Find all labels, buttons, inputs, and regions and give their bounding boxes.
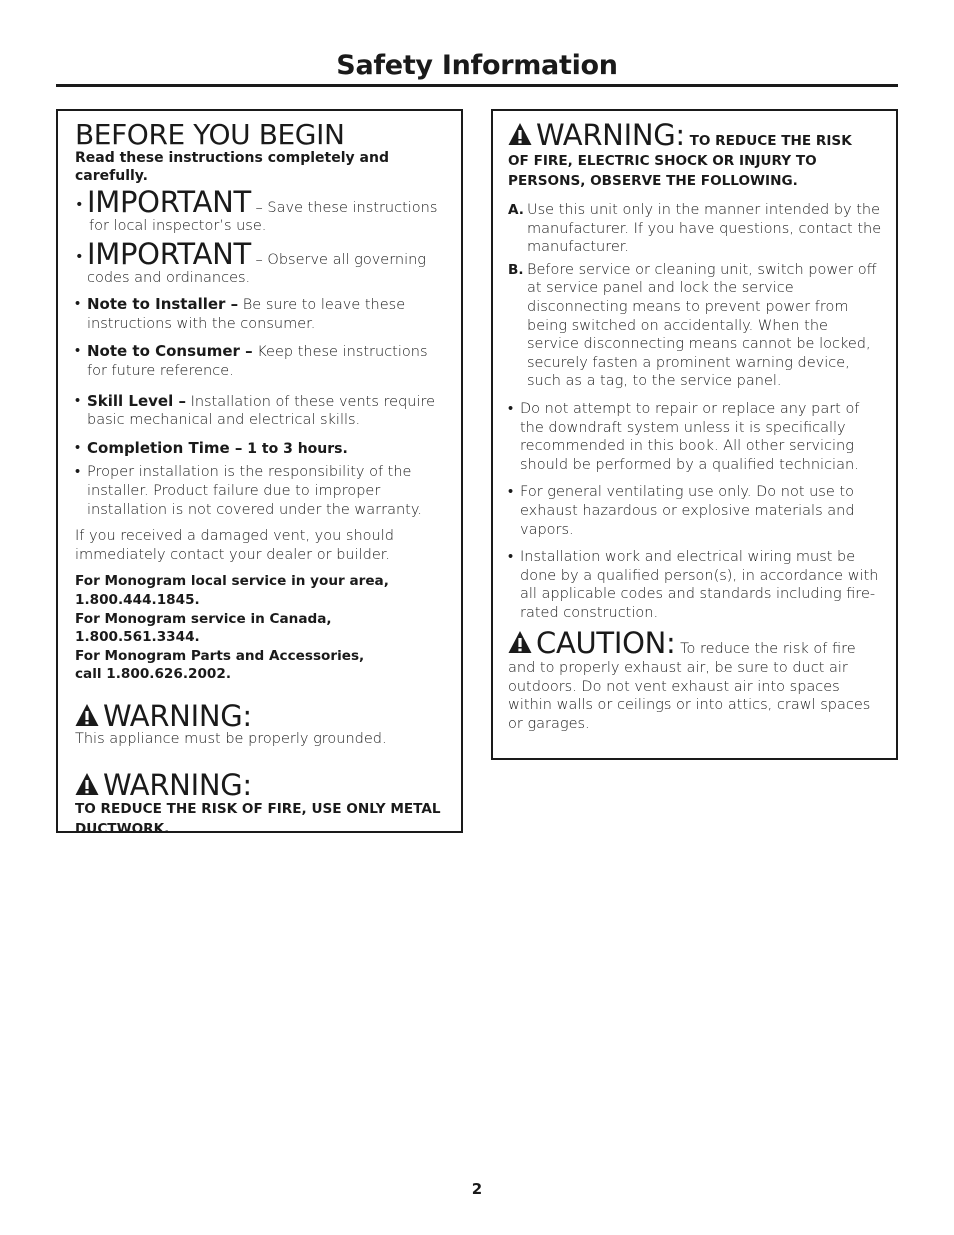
important-text-cont: codes and ordinances. [87,269,251,286]
bullet-dot: • [75,392,81,409]
warning-metal-heading [75,769,447,801]
important-text-cont: for local inspector’s use. [89,218,267,234]
item-b-text: Before service or cleaning unit, switch power off at service panel and lock the service disconnecting means to prevent power from being switched on accidentally. When the service disconnecting means cannot be locked, securely fasten a prominent warning device, such as a tag, to the service panel. [527,261,877,390]
item-b-mark: B. [508,261,524,278]
before-you-begin-box [56,109,463,837]
warning-grounded-heading [75,700,447,732]
bullet-dot: • [75,343,81,360]
warning-label: WARNING: [536,118,685,152]
important-text: – Observe all governing [250,251,427,268]
before-subheading: Read these instructions completely and carefully. [75,150,389,184]
important-label: IMPORTANT [87,236,251,271]
bullet-dot: • [75,197,84,213]
note-consumer [75,342,447,380]
before-heading: BEFORE YOU BEGIN [75,118,345,151]
note-installer-text: Be sure to leave these instructions with the consumer. [87,297,406,332]
warning-heading [508,119,882,156]
completion-time [75,439,447,459]
note-installer [75,295,447,333]
caution-block [508,628,882,733]
bullet-repair-text: Do not attempt to repair or replace any part of the downdraft system unless it is specifically recommended in this book. All other servicing should be performed by a qualified technician. [520,400,860,473]
warning-cont: OF FIRE, ELECTRIC SHOCK OR INJURY TO PERSONS, OBSERVE THE FOLLOWING. [508,153,817,189]
warning-label: WARNING: [103,768,252,803]
item-a-text: Use this unit only in the manner intended by the manufacturer. If you have questions, contact the manufacturer. [527,202,882,256]
proper-installation-text: Proper installation is the responsibility of the installer. Product failure due to improper installation is not covered under the warranty. [87,464,422,518]
completion-time-text: 1 to 3 hours. [242,440,348,457]
bullet-dot: • [75,464,81,481]
warning-triangle-icon [508,630,532,654]
note-installer-label: Note to Installer – [87,295,239,314]
bullet-installation-text: Installation work and electrical wiring must be done by a qualified person(s), in accordance with all applicable codes and standards including fire-rated construction. [520,549,879,621]
service-line: For Monogram local service in your area, [75,573,389,590]
caution-text: To reduce the risk of fire and to properly exhaust air, be sure to duct air outdoors. Do not vent exhaust air into spaces within walls or ceilings or into attics, crawl spaces or garages. [508,641,871,732]
service-line: call 1.800.626.2002. [75,666,231,683]
service-line: For Monogram service in Canada, [75,610,332,627]
note-consumer-label: Note to Consumer – [87,342,253,361]
caution-label: CAUTION: [536,626,676,661]
bullet-dot: • [508,549,514,566]
bullet-dot: • [508,400,514,417]
warning-triangle-icon [508,122,532,146]
warning-inline: TO REDUCE THE RISK [684,133,852,149]
title-divider [56,84,898,87]
item-a [508,201,882,257]
bullet-ventilating-text: For general ventilating use only. Do not use to exhaust hazardous or explosive materials and vapors. [520,484,855,538]
skill-level [75,392,447,430]
completion-time-label: Completion Time – [87,438,243,457]
damaged-vent-text: If you received a damaged vent, you should immediately contact your dealer or builder. [75,528,394,563]
bullet-installation [508,548,882,622]
warning-metal-text: TO REDUCE THE RISK OF FIRE, USE ONLY METAL DUCTWORK. [75,801,441,837]
bullet-ventilating [508,483,882,539]
important-text: – Save these instructions [250,200,438,216]
service-contacts [75,572,447,684]
important-save [75,187,447,236]
item-a-mark: A. [508,202,524,218]
warning-triangle-icon [75,772,99,796]
warning-grounded-text: This appliance must be properly grounded. [75,730,387,747]
bullet-dot: • [75,248,84,265]
important-label: IMPORTANT [87,185,251,219]
important-observe [75,236,447,288]
warning-label: WARNING: [103,698,252,733]
page-title: Safety Information [336,50,618,81]
warning-triangle-icon [75,703,99,727]
warning-box [491,109,898,760]
bullet-dot: • [75,439,81,456]
bullet-dot: • [75,296,81,313]
bullet-repair [508,400,882,474]
page-number: 2 [471,1180,483,1198]
service-line: 1.800.444.1845. [75,591,200,608]
note-consumer-text: Keep these instructions for future reference. [87,344,428,379]
service-line: 1.800.561.3344. [75,629,200,646]
proper-installation [75,463,447,519]
service-line: For Monogram Parts and Accessories, [75,647,365,664]
bullet-dot: • [508,484,514,501]
skill-level-label: Skill Level – [87,391,186,410]
item-b [508,261,882,391]
skill-level-text: Installation of these vents require basic mechanical and electrical skills. [87,393,436,429]
